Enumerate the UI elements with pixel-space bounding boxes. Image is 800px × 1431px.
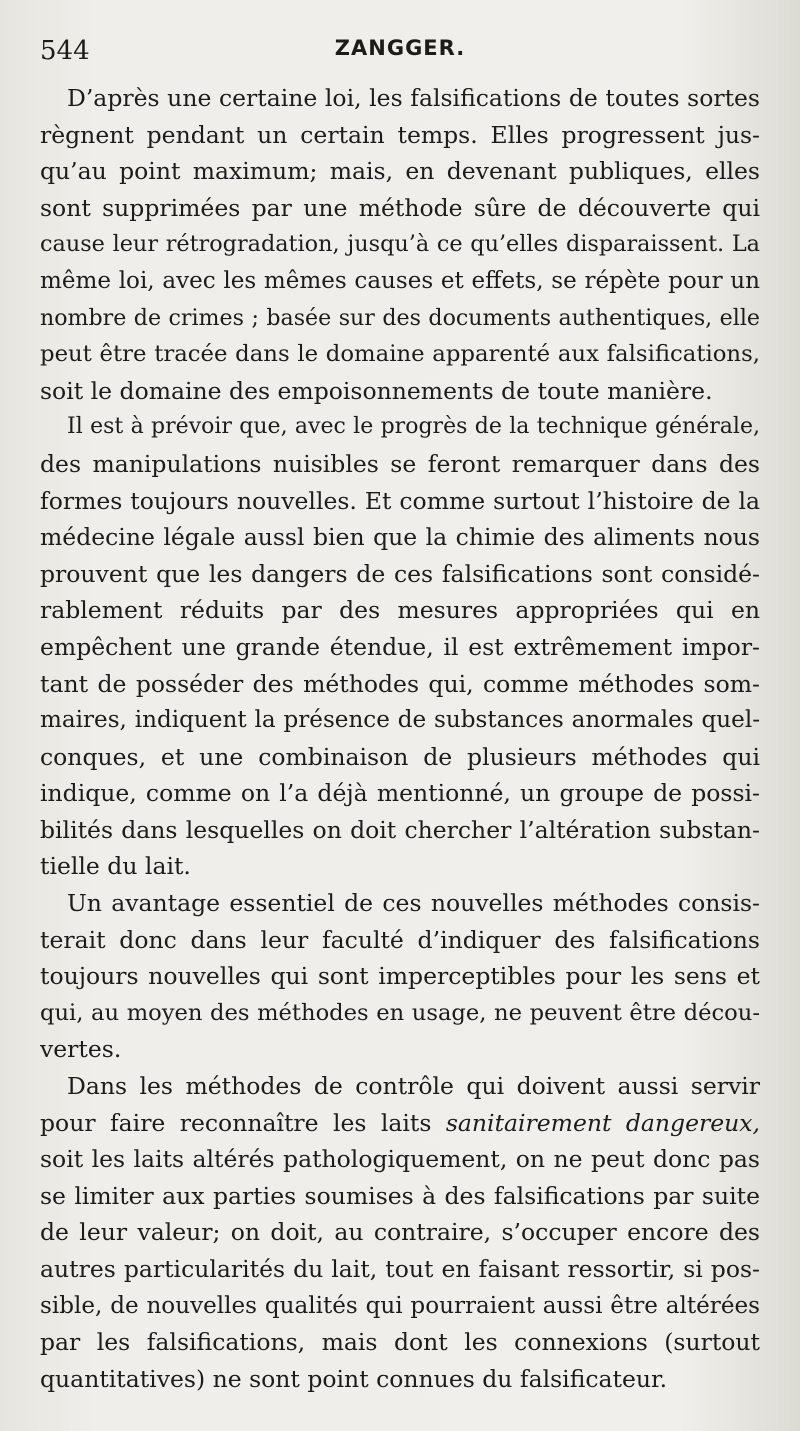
text-line: autres particularités du lait, tout en faisant ressortir, si pos- <box>40 1255 760 1283</box>
text-line: qu’au point maximum; mais, en devenant publiques, elles <box>40 157 760 186</box>
text-line: D’après une certaine loi, les falsifications de toutes sortes <box>67 84 760 112</box>
text-line: bilités dans lesquelles on doit chercher l’altération substan- <box>40 815 760 844</box>
text-line: sible, de nouvelles qualités qui pourraient aussi être altérées <box>40 1292 760 1319</box>
text-line: rablement réduits par des mesures appropriées qui en <box>40 596 760 625</box>
text-line: par les falsifications, mais dont les connexions (surtout <box>40 1328 760 1357</box>
text-line: médecine légale aussl bien que la chimie des aliments nous <box>40 523 760 552</box>
text-line: terait donc dans leur faculté d’indiquer des falsifications <box>40 925 760 954</box>
text-line: de leur valeur; on doit, au contraire, s’occuper encore des <box>40 1218 760 1247</box>
text-line: Dans les méthodes de contrôle qui doivent aussi servir <box>67 1072 760 1101</box>
paragraph-3 <box>40 885 760 1068</box>
text-line-with-italic <box>40 1105 760 1142</box>
paragraph-1 <box>40 80 760 409</box>
text-line: peut être tracée dans le domaine apparenté aux falsifications, <box>40 341 760 368</box>
italic-phrase: sanitairement dangereux, <box>445 1108 760 1137</box>
text-line: tielle du lait. <box>40 852 191 881</box>
text-line: nombre de crimes ; basée sur des documents authentiques, elle <box>40 304 760 331</box>
text-line: vertes. <box>40 1035 122 1064</box>
text-line: formes toujours nouvelles. Et comme surtout l’histoire de la <box>40 486 760 515</box>
text-line: toujours nouvelles qui sont imperceptibles pour les sens et <box>40 962 760 991</box>
page-number: 544 <box>40 36 90 66</box>
text-line: des manipulations nuisibles se feront remarquer dans des <box>40 449 760 478</box>
text-line: sont supprimées par une méthode sûre de découverte qui <box>40 193 760 222</box>
text-line: même loi, avec les mêmes causes et effets, se répète pour un <box>40 267 760 294</box>
text-line: soit le domaine des empoisonnements de toute manière. <box>40 376 713 405</box>
text-line: quantitatives) ne sont point connues du falsificateur. <box>40 1364 668 1393</box>
page-header <box>40 30 760 70</box>
text-line: conques, et une combinaison de plusieurs méthodes qui <box>40 742 760 771</box>
text-line: tant de posséder des méthodes qui, comme méthodes som- <box>40 669 760 698</box>
body-text <box>40 80 760 1397</box>
text-line: empêchent une grande étendue, il est extrêmement impor- <box>40 632 760 661</box>
text-line: soit les laits altérés pathologiquement, on ne peut donc pas <box>40 1145 760 1174</box>
text-line: cause leur rétrogradation, jusqu’à ce qu’elles disparaissent. La <box>40 231 760 258</box>
text-line: qui, au moyen des méthodes en usage, ne peuvent être décou- <box>40 999 760 1026</box>
text-line: se limiter aux parties soumises à des falsifications par suite <box>40 1181 760 1210</box>
text-line: indique, comme on l’a déjà mentionné, un groupe de possi- <box>40 779 760 808</box>
text-line: prouvent que les dangers de ces falsifications sont considé- <box>40 559 760 588</box>
paragraph-2 <box>40 409 760 885</box>
text-line: Un avantage essentiel de ces nouvelles méthodes consis- <box>67 889 760 918</box>
running-head: ZANGGER. <box>334 36 466 60</box>
text-line: règnent pendant un certain temps. Elles progressent jus- <box>40 120 760 149</box>
text-line: maires, indiquent la présence de substances anormales quel- <box>40 707 760 734</box>
text-line: Il est à prévoir que, avec le progrès de la technique générale, <box>67 414 760 440</box>
paragraph-4 <box>40 1068 760 1397</box>
line-text: pour faire reconnaître les laits <box>40 1108 432 1137</box>
